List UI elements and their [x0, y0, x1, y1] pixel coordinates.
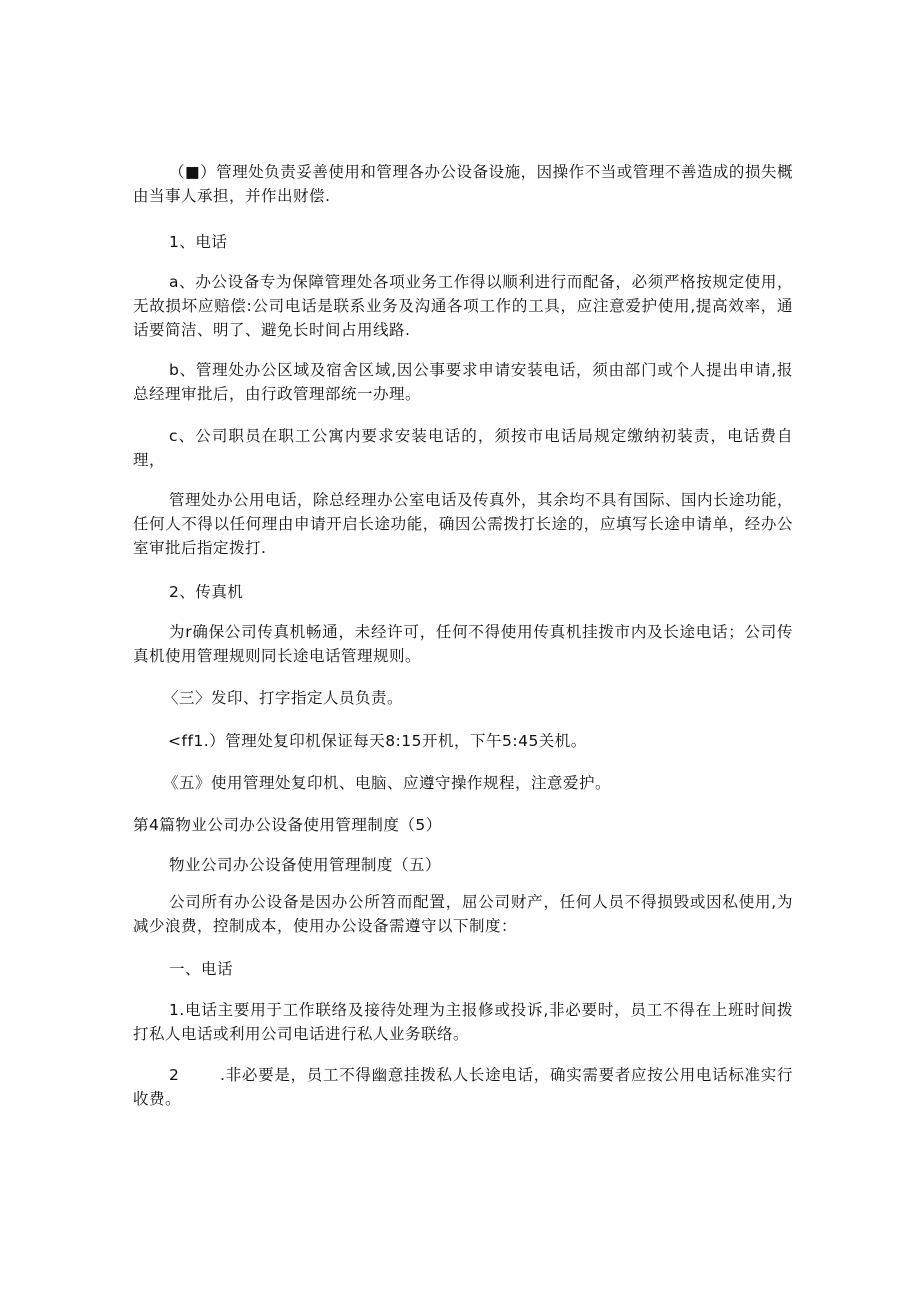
- heading-telephone: 1、电话: [169, 233, 228, 251]
- paragraph-equipment-responsibility: （■）管理处负责妥善使用和管理各办公设备设施，因操作不当或管理不善造成的损失概由当事人承担，并作出财偿.: [133, 163, 793, 205]
- paragraph-copier-hours: <ff1.）管理处复印机保证每天8:15开机，下午5:45关机。: [168, 732, 587, 750]
- heading-telephone-one: 一、电话: [169, 960, 234, 978]
- paragraph-rule-2: 2 .非必要是，员工不得幽意挂拨私人长途电话，确实需要者应按公用电话标准实行收费。: [133, 1066, 793, 1108]
- paragraph-general-rules: 公司所有办公设备是因办公所笤而配置，屈公司财产，任何人员不得损毁或因私使用,为减少浪费，控制成本，使用办公设备需遵守以下制度：: [133, 893, 793, 935]
- paragraph-printing: 〈三〉发印、打字指定人员负责。: [163, 689, 404, 707]
- document-subtitle: 物业公司办公设备使用管理制度（五）: [169, 856, 442, 874]
- paragraph-telephone-a: a、办公设备专为保障管理处各项业务工作得以顺利进行而配备，必须严格按规定使用，无故损坏应赔偿:公司电话是联系业务及沟通各项工作的工具，应注意爱护使用,提高效率，通话要简洁、明了、避免长时间占用线路.: [133, 273, 793, 339]
- paragraph-copier-rules: 《五》使用管理处复印机、电脑、应遵守操作规程，注意爱护。: [163, 774, 612, 792]
- paragraph-long-distance: 管理处办公用电话，除总经理办公室电话及传真外，其余均不具有国际、国内长途功能，任何人不得以任何理由申请开启长途功能，确因公需拨打长途的，应填写长途申请单，经办公室审批后指定拨打.: [133, 491, 794, 557]
- paragraph-telephone-b: b、管理处办公区域及宿舍区域,因公事要求申请安装电话，须由部门或个人提出申请,报总经理审批后，由行政管理部统一办理。: [133, 361, 793, 403]
- section-title: 第4篇物业公司办公设备使用管理制度（5）: [133, 816, 442, 834]
- paragraph-telephone-c: c、公司职员在职工公寓内要求安装电话的，须按市电话局规定缴纳初装责，电话费自理，: [133, 427, 793, 469]
- paragraph-rule-1: 1.电话主要用于工作联络及接待处理为主报修或投诉,非必要时，员工不得在上班时间拨打私人电话或利用公司电话进行私人业务联络。: [133, 1001, 793, 1043]
- paragraph-fax: 为r确保公司传真机畅通，未经许可，任何不得使用传真机挂拨市内及长途电话；公司传真机使用管理规则同长途电话管理规则。: [133, 623, 793, 665]
- heading-fax: 2、传真机: [169, 583, 244, 601]
